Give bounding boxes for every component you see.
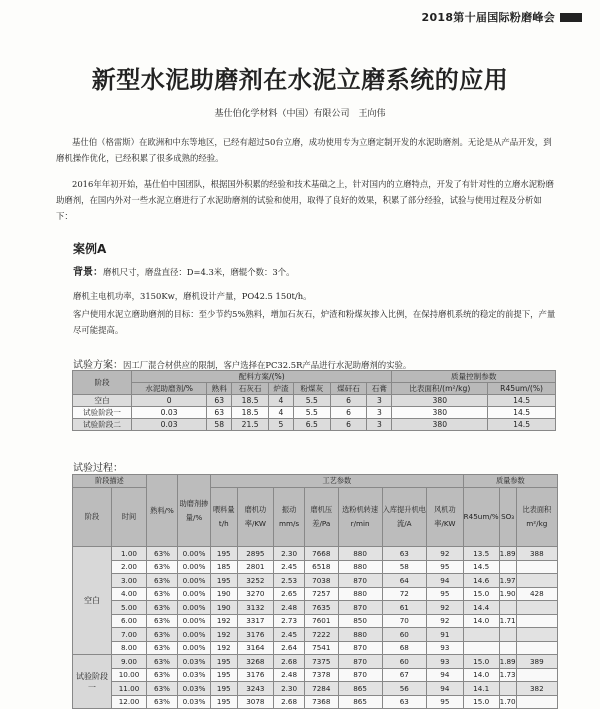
table2-cell: 190 — [211, 587, 238, 601]
plan-text: 因工厂混合材供应的限制，客户选择在PC32.5R产品进行水泥助磨剂的实验。 — [123, 360, 412, 370]
table2-ssa-header: 比表面积m²/kg — [516, 488, 557, 547]
table2-cell: 95 — [427, 587, 464, 601]
table1-col-header: 石灰石 — [232, 383, 269, 395]
table1-cell: 58 — [207, 419, 232, 431]
case-title: 案例A — [73, 242, 107, 256]
table2-time-header: 时间 — [112, 488, 147, 547]
table2-cell: 11.00 — [112, 682, 147, 696]
table2-cell: 185 — [211, 560, 238, 574]
table2-cell: 2.00 — [112, 560, 147, 574]
background-block — [73, 264, 295, 281]
table1-cell: 3 — [367, 407, 392, 419]
table2-cell: 880 — [338, 560, 382, 574]
table1-mix-header: 配料方案/(%) — [132, 371, 392, 383]
table1-col-header: 煤矸石 — [330, 383, 367, 395]
table1-cell: 63 — [207, 395, 232, 407]
table2-cell: 2.73 — [274, 614, 305, 628]
table2-cell: 8.00 — [112, 641, 147, 655]
table2-row — [73, 655, 558, 669]
table2-cell: 0.03% — [178, 695, 211, 709]
table2-cell: 0.00% — [178, 587, 211, 601]
table2-cell: 12.00 — [112, 695, 147, 709]
table2-cell: 3270 — [237, 587, 274, 601]
table2-vibration-header: 振动mm/s — [274, 488, 305, 547]
table2-cell: 14.4 — [463, 601, 499, 615]
table2-cell: 0.00% — [178, 601, 211, 615]
table2-cell: 63% — [147, 574, 178, 588]
table1-cell: 380 — [392, 407, 488, 419]
intro-paragraph-1: 基仕伯（格雷斯）在欧洲和中东等地区，已经有超过50台立磨，成功使用专为立磨定制开发的水泥助磨剂。无论是从产品开发，到磨机操作优化，已经积累了很多成熟的经验。 — [56, 137, 552, 163]
table2-cell: 1.00 — [112, 547, 147, 561]
table2-cell — [463, 628, 499, 642]
table2-cell: 63% — [147, 614, 178, 628]
background-label: 背景： — [73, 267, 103, 278]
mix-plan-table — [72, 370, 556, 431]
table1-cell: 18.5 — [232, 395, 269, 407]
table2-cell: 2.45 — [274, 560, 305, 574]
table1-cell: 5.5 — [293, 407, 330, 419]
table2-cell: 3268 — [237, 655, 274, 669]
plan-line — [73, 356, 411, 371]
table2-cell: 195 — [211, 547, 238, 561]
table2-row — [73, 587, 558, 601]
table2-cell: 428 — [516, 587, 557, 601]
table2-row — [73, 574, 558, 588]
table2-cell: 0.00% — [178, 628, 211, 642]
table2-cell: 5.00 — [112, 601, 147, 615]
table2-cell — [499, 601, 516, 615]
table2-cell: 63% — [147, 547, 178, 561]
table2-cell: 2.30 — [274, 682, 305, 696]
table2-cell: 388 — [516, 547, 557, 561]
table2-cell: 63% — [147, 655, 178, 669]
table2-cell: 195 — [211, 574, 238, 588]
table2-cell: 2801 — [237, 560, 274, 574]
table2-pressure-header: 磨机压差/Pa — [304, 488, 338, 547]
table1-cell: 0 — [132, 395, 207, 407]
table1-stage-cell: 试验阶段一 — [73, 407, 132, 419]
table2-cell: 3176 — [237, 668, 274, 682]
table2-cell: 14.1 — [463, 682, 499, 696]
table2-row — [73, 547, 558, 561]
table1-cell: 5 — [268, 419, 293, 431]
table2-cell: 70 — [382, 614, 426, 628]
table2-r45-header: R45um/% — [463, 488, 499, 547]
table2-cell — [516, 574, 557, 588]
table2-cell: 14.6 — [463, 574, 499, 588]
table2-cell: 6518 — [304, 560, 338, 574]
table2-cell — [516, 695, 557, 709]
table2-cell — [499, 628, 516, 642]
table2-cell: 2.48 — [274, 668, 305, 682]
table2-cell: 195 — [211, 655, 238, 669]
table2-cell: 92 — [427, 547, 464, 561]
table2-cell: 1.71 — [499, 614, 516, 628]
table2-cell: 2.68 — [274, 655, 305, 669]
table1-cell: 6.5 — [293, 419, 330, 431]
table2-cell: 7038 — [304, 574, 338, 588]
table1-col-header: 熟料 — [207, 383, 232, 395]
table1-stage-header: 阶段 — [73, 371, 132, 395]
table2-cell: 15.0 — [463, 655, 499, 669]
table2-cell: 3243 — [237, 682, 274, 696]
table1-stage-cell: 试验阶段二 — [73, 419, 132, 431]
table2-cell: 7541 — [304, 641, 338, 655]
table2-cell — [516, 601, 557, 615]
table2-cell: 2.53 — [274, 574, 305, 588]
header-bar-mark — [560, 13, 582, 22]
table2-cell: 91 — [427, 628, 464, 642]
table2-cell — [499, 682, 516, 696]
table2-cell: 61 — [382, 601, 426, 615]
table2-cell: 0.00% — [178, 614, 211, 628]
table1-stage-cell: 空白 — [73, 395, 132, 407]
table2-aid-header: 助磨剂掺量/% — [178, 475, 211, 547]
table1-cell: 14.5 — [488, 395, 556, 407]
table2-row — [73, 695, 558, 709]
table2-cell: 3252 — [237, 574, 274, 588]
table2-cell: 64 — [382, 574, 426, 588]
table1-col-header: 比表面积/(m²/kg) — [392, 383, 488, 395]
table2-cell: 870 — [338, 574, 382, 588]
table1-cell: 3 — [367, 419, 392, 431]
table1-cell: 6 — [330, 407, 367, 419]
table2-power-header: 磨机功率/KW — [237, 488, 274, 547]
table1-cell: 3 — [367, 395, 392, 407]
table1-row — [73, 395, 556, 407]
table2-cell: 6.00 — [112, 614, 147, 628]
table2-cell — [516, 560, 557, 574]
process-table — [72, 474, 558, 709]
table2-cell — [463, 641, 499, 655]
table2-cell — [499, 641, 516, 655]
table1-cell: 4 — [268, 395, 293, 407]
table2-cell: 9.00 — [112, 655, 147, 669]
table2-cell: 14.5 — [463, 560, 499, 574]
table2-cell: 13.5 — [463, 547, 499, 561]
table2-cell: 3078 — [237, 695, 274, 709]
table2-cell: 1.70 — [499, 695, 516, 709]
table2-cell: 1.89 — [499, 655, 516, 669]
table2-cell: 190 — [211, 601, 238, 615]
table2-cell — [516, 641, 557, 655]
table2-cell: 58 — [382, 560, 426, 574]
table2-cell: 2.30 — [274, 547, 305, 561]
table2-cell: 7601 — [304, 614, 338, 628]
table2-cell: 2.45 — [274, 628, 305, 642]
table2-cell: 1.73 — [499, 668, 516, 682]
table2-desc-header: 阶段描述 — [73, 475, 147, 488]
table1-row — [73, 419, 556, 431]
table2-cell: 0.00% — [178, 547, 211, 561]
table1-col-header: R45um/(%) — [488, 383, 556, 395]
table2-cell: 7368 — [304, 695, 338, 709]
table2-lift-header: 入库提升机电流/A — [382, 488, 426, 547]
table2-cell: 93 — [427, 641, 464, 655]
author-line: 基仕伯化学材料（中国）有限公司 王向伟 — [214, 109, 386, 119]
table2-cell: 1.90 — [499, 587, 516, 601]
table2-cell: 7257 — [304, 587, 338, 601]
intro-paragraph-2: 2016年年初开始，基仕伯中国团队，根据国外积累的经验和技术基础之上，针对国内的立磨特点，开发了有针对性的立磨水泥粉磨助磨剂，在国内外对一些水泥立磨进行了水泥助磨剂的试验和使用，取得了良好的效果，积累了部分经验，试验与使用过程及分析如下： — [56, 179, 554, 221]
table2-cell: 865 — [338, 682, 382, 696]
table2-clinker-header: 熟料/% — [147, 475, 178, 547]
table1-cell: 63 — [207, 407, 232, 419]
table1-col-header: 水泥助磨剂/% — [132, 383, 207, 395]
table2-cell: 14.0 — [463, 614, 499, 628]
process-label: 试验过程： — [73, 463, 123, 474]
background-line-2: 磨机主电机功率，3150Kw，磨机设计产量，PO42.5 150t/h。 — [73, 291, 312, 301]
table2-quality-header: 质量参数 — [463, 475, 557, 488]
table2-cell: 4.00 — [112, 587, 147, 601]
table2-cell: 3132 — [237, 601, 274, 615]
table2-cell: 60 — [382, 655, 426, 669]
table1-cell: 14.5 — [488, 407, 556, 419]
table2-cell: 2895 — [237, 547, 274, 561]
table2-cell: 880 — [338, 628, 382, 642]
table2-cell: 0.00% — [178, 574, 211, 588]
table2-cell: 63% — [147, 668, 178, 682]
table2-so3-header: SO₃ — [499, 488, 516, 547]
table2-cell: 63 — [382, 547, 426, 561]
table2-cell: 870 — [338, 655, 382, 669]
table2-cell: 389 — [516, 655, 557, 669]
table2-cell: 7375 — [304, 655, 338, 669]
table2-cell: 7222 — [304, 628, 338, 642]
table2-cell: 192 — [211, 641, 238, 655]
table1-cell: 380 — [392, 419, 488, 431]
table2-cell: 95 — [427, 560, 464, 574]
table1-cell: 6 — [330, 395, 367, 407]
table1-cell: 0.03 — [132, 407, 207, 419]
table1-cell: 380 — [392, 395, 488, 407]
table2-cell: 870 — [338, 668, 382, 682]
page-title: 新型水泥助磨剂在水泥立磨系统的应用 — [91, 66, 509, 94]
table2-row — [73, 668, 558, 682]
background-line-1: 磨机尺寸，磨盘直径：D=4.3米，磨辊个数：3个。 — [103, 267, 295, 277]
table2-cell: 68 — [382, 641, 426, 655]
table2-cell — [499, 560, 516, 574]
table1-col-header: 石膏 — [367, 383, 392, 395]
table2-cell: 7.00 — [112, 628, 147, 642]
table2-cell: 94 — [427, 682, 464, 696]
table2-fan-header: 风机功率/KW — [427, 488, 464, 547]
table2-cell: 63% — [147, 560, 178, 574]
table2-cell: 850 — [338, 614, 382, 628]
table2-cell: 10.00 — [112, 668, 147, 682]
plan-label: 试验方案： — [73, 360, 123, 371]
journal-header-text: 2018第十届国际粉磨峰会 — [421, 11, 555, 24]
table2-cell: 94 — [427, 574, 464, 588]
table2-cell — [516, 668, 557, 682]
journal-header — [421, 9, 582, 25]
table2-cell: 880 — [338, 587, 382, 601]
table2-cell: 195 — [211, 695, 238, 709]
table2-cell: 3164 — [237, 641, 274, 655]
table2-cell: 63 — [382, 695, 426, 709]
table2-cell: 382 — [516, 682, 557, 696]
table2-row — [73, 682, 558, 696]
table2-cell — [516, 628, 557, 642]
table2-row — [73, 614, 558, 628]
table2-cell: 192 — [211, 628, 238, 642]
table2-cell: 195 — [211, 668, 238, 682]
table1-row — [73, 407, 556, 419]
table2-cell: 63% — [147, 641, 178, 655]
table2-feed-header: 喂料量t/h — [211, 488, 238, 547]
table2-cell: 95 — [427, 695, 464, 709]
table1-cell: 18.5 — [232, 407, 269, 419]
table2-cell: 865 — [338, 695, 382, 709]
table1-cell: 0.03 — [132, 419, 207, 431]
table2-cell: 0.03% — [178, 655, 211, 669]
table2-process-header: 工艺参数 — [211, 475, 464, 488]
table2-cell: 7284 — [304, 682, 338, 696]
table1-cell: 4 — [268, 407, 293, 419]
table2-separator-header: 选粉机转速r/min — [338, 488, 382, 547]
table2-stage-header: 阶段 — [73, 488, 112, 547]
table2-cell: 0.03% — [178, 668, 211, 682]
table2-cell: 2.64 — [274, 641, 305, 655]
table1-cell: 21.5 — [232, 419, 269, 431]
table2-cell: 870 — [338, 601, 382, 615]
table2-cell: 63% — [147, 628, 178, 642]
table1-col-header: 炉渣 — [268, 383, 293, 395]
table2-cell: 56 — [382, 682, 426, 696]
background-line-3: 客户使用水泥立磨助磨剂的目标：至少节约5%熟料，增加石灰石，炉渣和粉煤灰掺入比例，在保持磨机系统的稳定的前提下，产量尽可能提高。 — [73, 309, 556, 335]
table2-row — [73, 628, 558, 642]
table2-row — [73, 601, 558, 615]
table2-group-cell: 试验阶段一 — [73, 655, 112, 709]
table2-cell: 15.0 — [463, 695, 499, 709]
table2-cell: 92 — [427, 614, 464, 628]
table2-cell — [516, 614, 557, 628]
table2-cell: 14.0 — [463, 668, 499, 682]
table2-cell: 3317 — [237, 614, 274, 628]
table2-cell: 2.48 — [274, 601, 305, 615]
table2-cell: 2.65 — [274, 587, 305, 601]
table2-cell: 92 — [427, 601, 464, 615]
table2-cell: 3176 — [237, 628, 274, 642]
table2-cell: 0.03% — [178, 682, 211, 696]
table2-cell: 67 — [382, 668, 426, 682]
table2-cell: 15.0 — [463, 587, 499, 601]
table1-cell: 6 — [330, 419, 367, 431]
table2-cell: 7635 — [304, 601, 338, 615]
table2-cell: 72 — [382, 587, 426, 601]
table1-quality-header: 质量控制参数 — [392, 371, 556, 383]
table2-cell: 94 — [427, 668, 464, 682]
table2-cell: 3.00 — [112, 574, 147, 588]
table2-cell: 870 — [338, 641, 382, 655]
table2-row — [73, 560, 558, 574]
table1-cell: 14.5 — [488, 419, 556, 431]
table2-cell: 93 — [427, 655, 464, 669]
table2-cell: 0.00% — [178, 560, 211, 574]
table1-col-header: 粉煤灰 — [293, 383, 330, 395]
table2-cell: 1.97 — [499, 574, 516, 588]
table2-cell: 63% — [147, 587, 178, 601]
table2-cell: 2.68 — [274, 695, 305, 709]
table2-cell: 63% — [147, 682, 178, 696]
table1-cell: 5.5 — [293, 395, 330, 407]
table2-cell: 7378 — [304, 668, 338, 682]
table2-row — [73, 641, 558, 655]
table2-cell: 0.00% — [178, 641, 211, 655]
table2-cell: 195 — [211, 682, 238, 696]
table2-cell: 7668 — [304, 547, 338, 561]
table2-cell: 192 — [211, 614, 238, 628]
table2-cell: 1.89 — [499, 547, 516, 561]
table2-cell: 60 — [382, 628, 426, 642]
table2-cell: 63% — [147, 695, 178, 709]
table2-cell: 880 — [338, 547, 382, 561]
table2-cell: 63% — [147, 601, 178, 615]
table2-group-cell: 空白 — [73, 547, 112, 655]
